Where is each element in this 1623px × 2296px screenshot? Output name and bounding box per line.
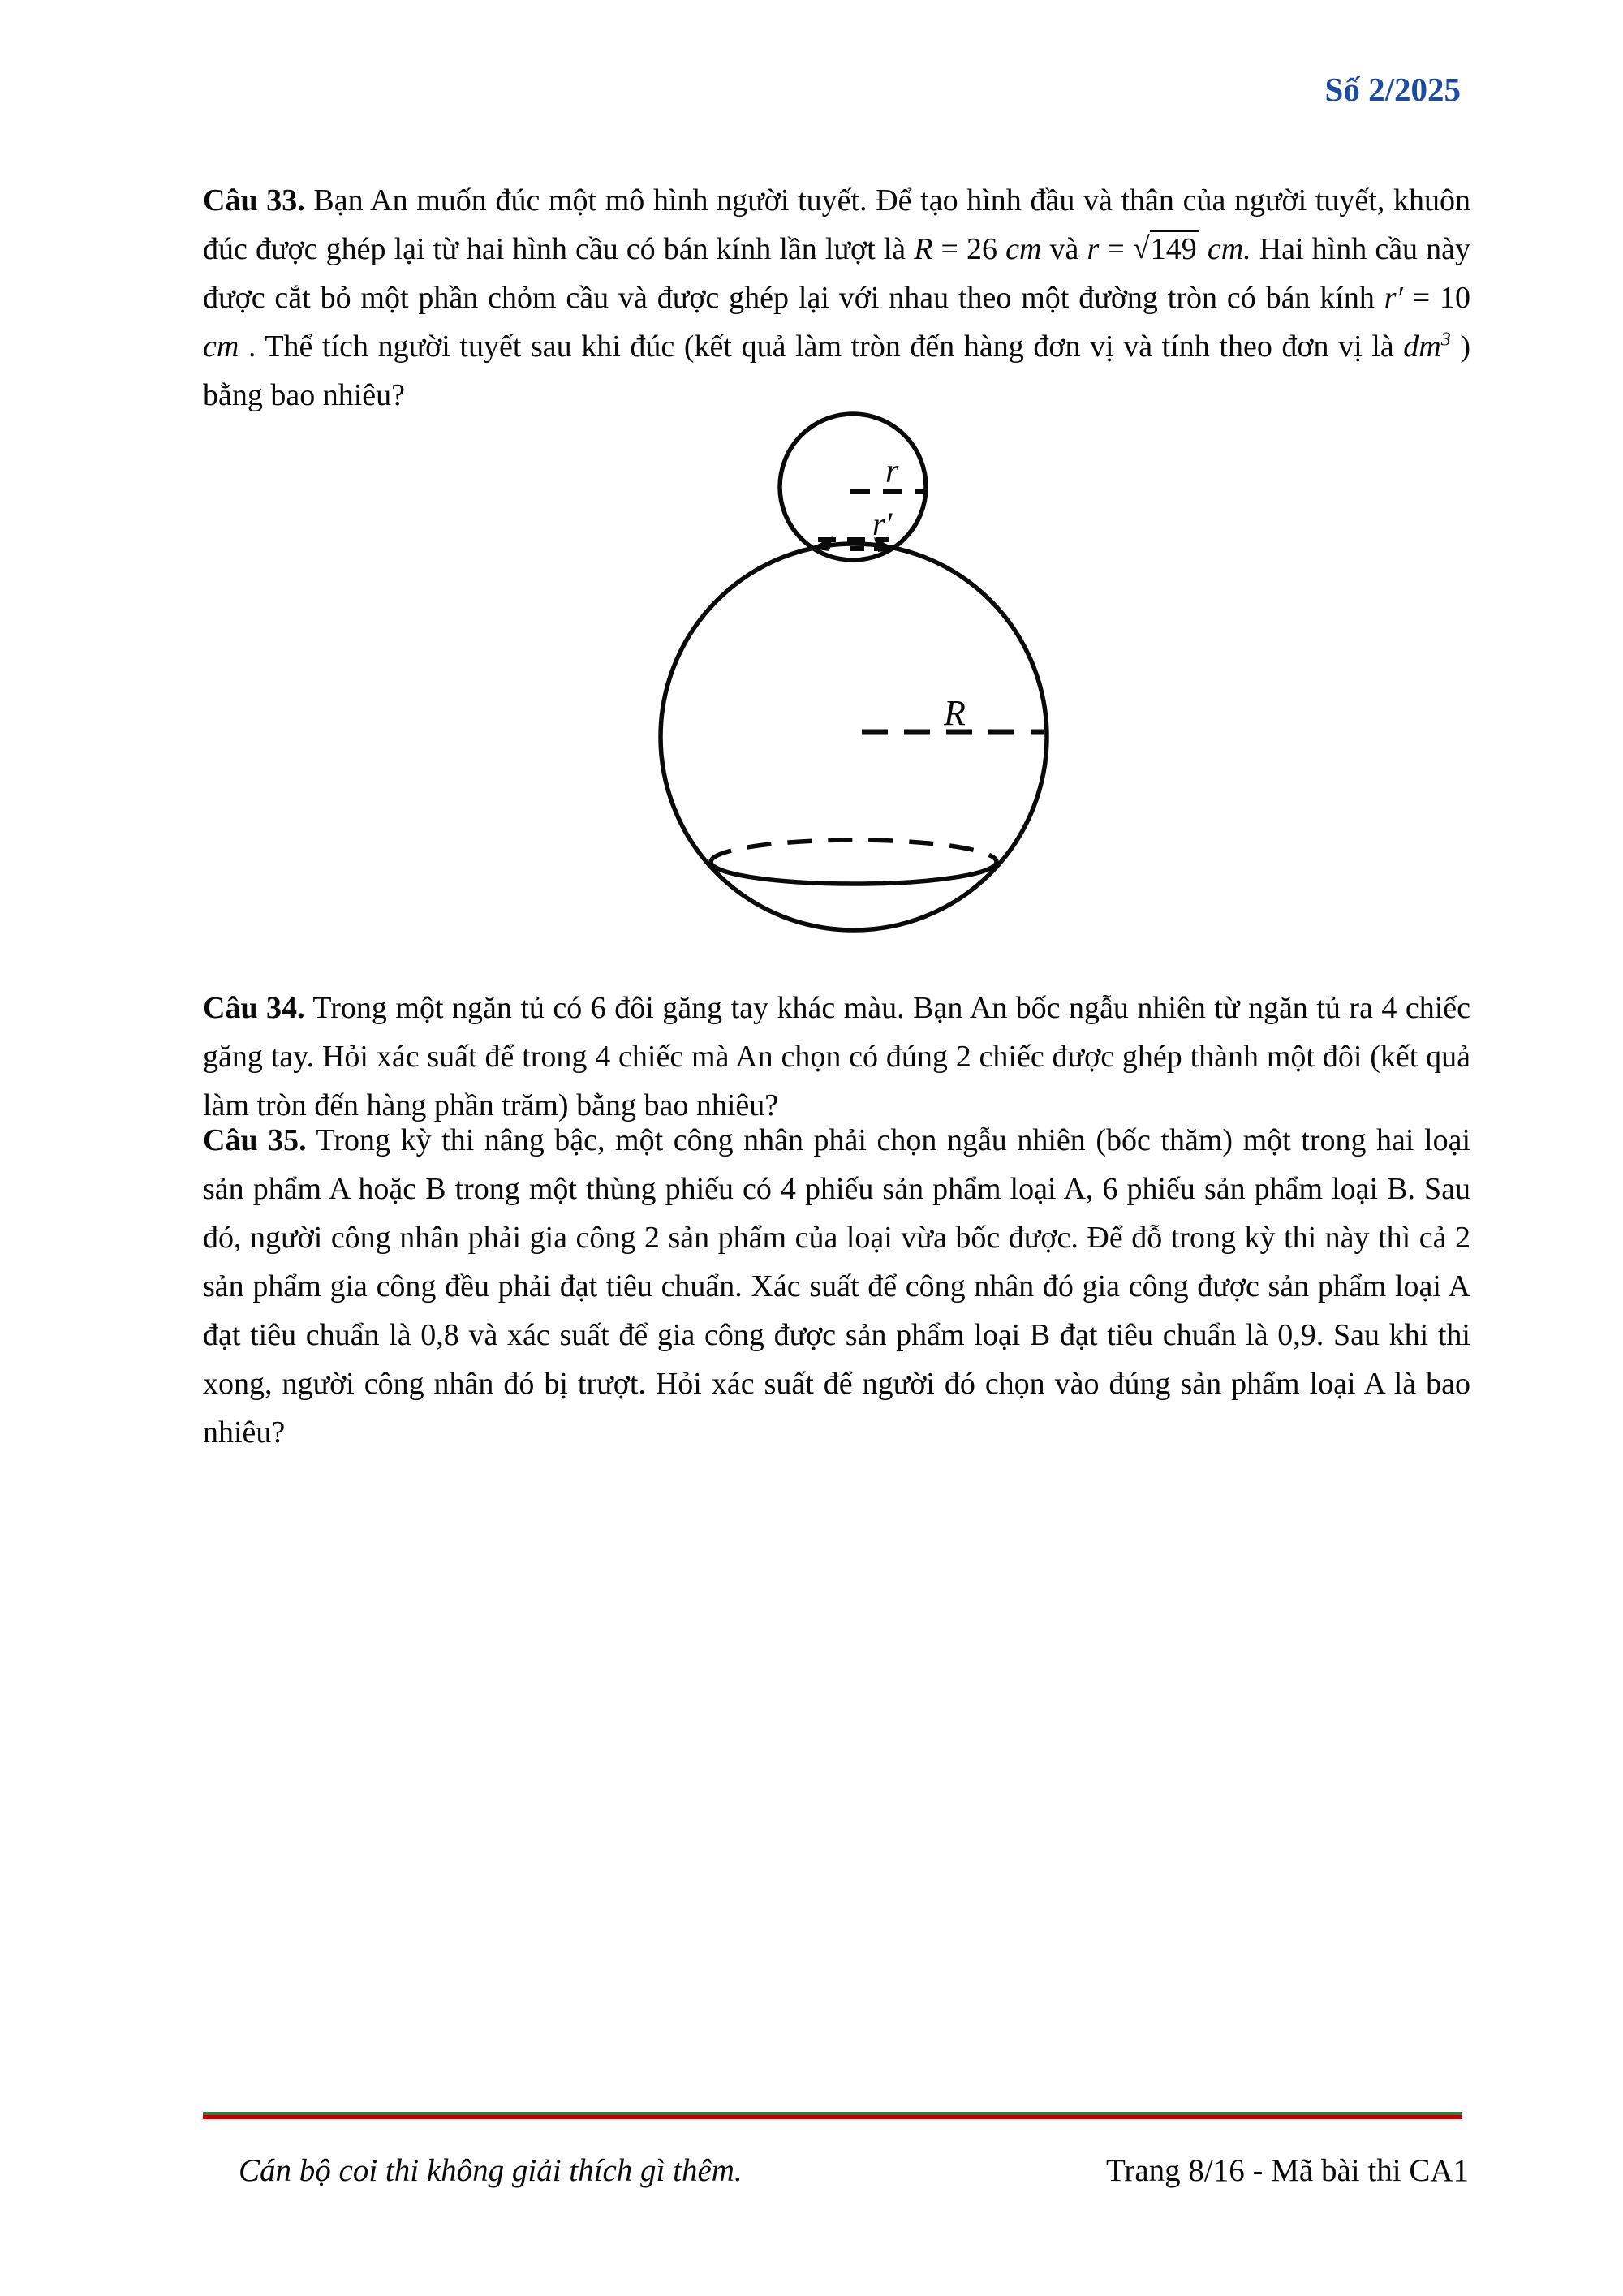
small-radius-label: r (885, 453, 899, 490)
footer-rule-red (203, 2115, 1462, 2119)
issue-number: Số 2/2025 (1324, 71, 1461, 108)
footer-rule (203, 2112, 1462, 2119)
footer (203, 2151, 1469, 2191)
question-label: Câu 33. (203, 183, 305, 218)
bottom-cut-dashed-arc (711, 840, 997, 862)
question-33: Câu 33. Bạn An muốn đúc một mô hình người tuyết. Để tạo hình đầu và thân của người tuyết, khuôn đúc được ghép lại từ hai hình cầu có bán kính lần lượt là R = 26 cm và r = √149 cm. Hai hình cầu này được cắt bỏ một phần chỏm cầu và được ghép lại với nhau theo một đường tròn có bán kính r′ = 10 cm . Thể tích người tuyết sau khi đúc (kết quả làm tròn đến hàng đơn vị và tính theo đơn vị là $dm^3$ ) bằng bao nhiêu? (203, 183, 1471, 412)
bottom-cut-solid-arc (711, 862, 997, 884)
question-label: Câu 35. (203, 1123, 307, 1157)
footer-note: Cán bộ coi thi không giải thích gì thêm. (239, 2153, 743, 2188)
question-34: Câu 34. Trong một ngăn tủ có 6 đôi găng tay khác màu. Bạn An bốc ngẫu nhiên từ ngăn tủ ra 4 chiếc găng tay. Hỏi xác suất để trong 4 chiếc mà An chọn có đúng 2 chiếc được ghép thành một đôi (kết quả làm tròn đến hàng phần trăm) bằng bao nhiêu? (203, 991, 1470, 1122)
body-circle (661, 544, 1047, 930)
big-radius-label: R (944, 693, 966, 733)
footer-page-number: Trang 8/16 - Mã bài thi CA1 (1105, 2153, 1469, 2188)
question-label: Câu 34. (203, 991, 305, 1025)
neck-radius-label: r′ (872, 506, 893, 542)
snowman-figure (645, 411, 1051, 938)
question-35: Câu 35. Trong kỳ thi nâng bậc, một công nhân phải chọn ngẫu nhiên (bốc thăm) một trong hai loại sản phẩm A hoặc B trong một thùng phiếu có 4 phiếu sản phẩm loại A, 6 phiếu sản phẩm loại B. Sau đó, người công nhân phải gia công 2 sản phẩm của loại vừa bốc được. Để đỗ trong kỳ thi này thì cả 2 sản phẩm gia công đều phải đạt tiêu chuẩn. Xác suất để công nhân đó gia công được sản phẩm loại A đạt tiêu chuẩn là 0,8 và xác suất để gia công được sản phẩm loại B đạt tiêu chuẩn là 0,9. Sau khi thi xong, người công nhân đó bị trượt. Hỏi xác suất để người đó chọn vào đúng sản phẩm loại A là bao nhiêu? (203, 1123, 1470, 1450)
